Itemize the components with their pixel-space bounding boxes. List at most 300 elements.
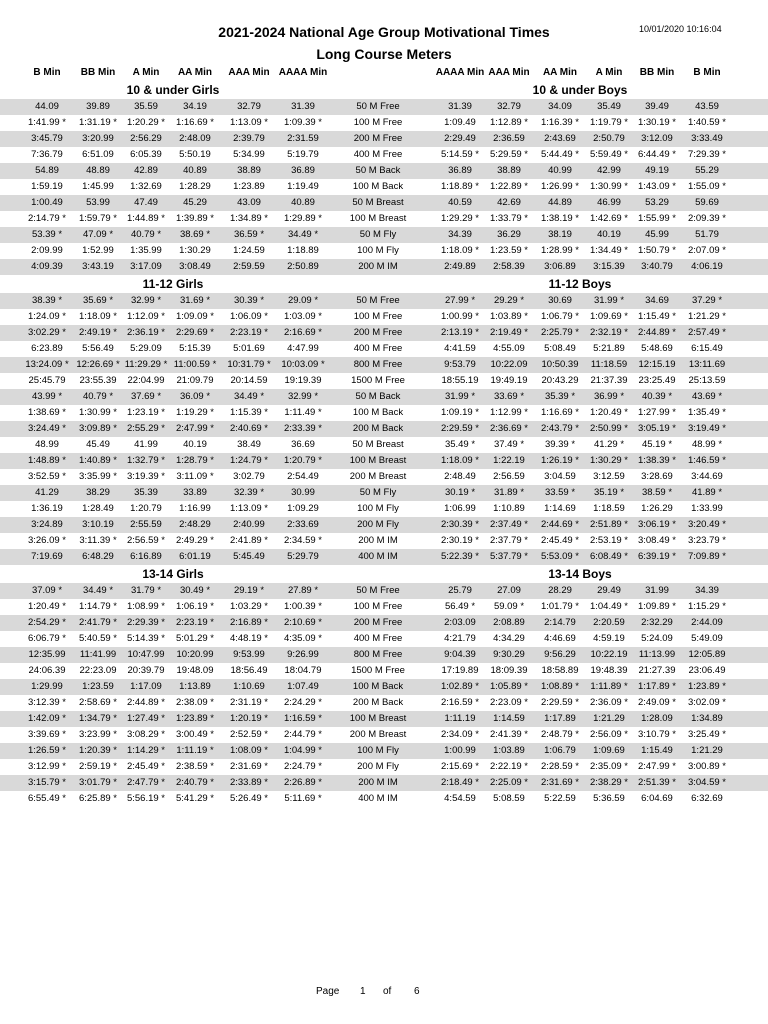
boys-time-cell: 2:38.29 * bbox=[589, 777, 629, 788]
boys-time-cell: 4:55.09 bbox=[493, 343, 525, 354]
girls-time-cell: 1:04.99 * bbox=[283, 745, 323, 756]
boys-time-cell: 1:42.69 * bbox=[589, 213, 629, 224]
boys-time-cell: 2:43.79 * bbox=[540, 423, 580, 434]
girls-time-cell: 13:24.09 * bbox=[25, 359, 69, 370]
girls-time-cell: 3:01.79 * bbox=[78, 777, 118, 788]
girls-time-cell: 1:20.29 * bbox=[126, 117, 166, 128]
boys-time-cell: 34.39 bbox=[695, 585, 719, 596]
girls-time-cell: 1:00.49 bbox=[31, 197, 63, 208]
event-name: 800 M Free bbox=[353, 359, 403, 370]
boys-time-cell: 5:44.49 * bbox=[540, 149, 580, 160]
girls-time-cell: 1:39.89 * bbox=[175, 213, 215, 224]
girls-time-cell: 43.99 * bbox=[31, 391, 63, 402]
girls-time-cell: 2:59.59 bbox=[233, 261, 265, 272]
boys-time-cell: 7:09.89 * bbox=[687, 551, 727, 562]
boys-time-cell: 2:41.39 * bbox=[489, 729, 529, 740]
girls-time-cell: 1:40.89 * bbox=[78, 455, 118, 466]
girls-time-cell: 11:29.29 * bbox=[124, 359, 168, 370]
boys-time-cell: 11:18.59 bbox=[590, 359, 628, 370]
boys-time-cell: 1:23.89 * bbox=[687, 681, 727, 692]
girls-time-cell: 54.89 bbox=[35, 165, 59, 176]
girls-time-cell: 43.09 bbox=[237, 197, 261, 208]
girls-time-cell: 35.39 bbox=[134, 487, 158, 498]
girls-time-cell: 31.69 * bbox=[179, 295, 211, 306]
girls-time-cell: 9:26.99 bbox=[287, 649, 319, 660]
girls-time-cell: 2:40.69 * bbox=[229, 423, 269, 434]
girls-time-cell: 2:39.79 bbox=[233, 133, 265, 144]
boys-column-header: B Min bbox=[693, 67, 721, 78]
table-row bbox=[0, 485, 768, 501]
girls-time-cell: 2:49.19 * bbox=[78, 327, 118, 338]
girls-time-cell: 1:26.59 * bbox=[27, 745, 67, 756]
girls-time-cell: 45.29 bbox=[183, 197, 207, 208]
girls-time-cell: 1:20.49 * bbox=[27, 601, 67, 612]
girls-time-cell: 19:48.09 bbox=[176, 665, 214, 676]
boys-time-cell: 2:32.19 * bbox=[589, 327, 629, 338]
girls-time-cell: 3:10.19 bbox=[82, 519, 114, 530]
girls-time-cell: 36.69 bbox=[291, 439, 315, 450]
table-row bbox=[0, 341, 768, 357]
boys-time-cell: 1:30.19 * bbox=[637, 117, 677, 128]
boys-time-cell: 40.19 bbox=[597, 229, 621, 240]
boys-time-cell: 2:20.59 bbox=[593, 617, 625, 628]
girls-time-cell: 5:26.49 * bbox=[229, 793, 269, 804]
boys-time-cell: 20:43.29 bbox=[541, 375, 579, 386]
girls-time-cell: 2:14.79 * bbox=[27, 213, 67, 224]
table-row bbox=[0, 99, 768, 115]
girls-time-cell: 1:20.79 * bbox=[283, 455, 323, 466]
girls-time-cell: 1:44.89 * bbox=[126, 213, 166, 224]
table-row bbox=[0, 711, 768, 727]
girls-time-cell: 29.19 * bbox=[233, 585, 265, 596]
boys-time-cell: 38.89 bbox=[497, 165, 521, 176]
boys-time-cell: 6:15.49 bbox=[691, 343, 723, 354]
girls-time-cell: 3:24.49 * bbox=[27, 423, 67, 434]
girls-time-cell: 1:13.09 * bbox=[229, 503, 269, 514]
event-name: 400 M Free bbox=[353, 149, 403, 160]
boys-time-cell: 1:11.89 * bbox=[590, 681, 628, 692]
boys-time-cell: 40.99 bbox=[548, 165, 572, 176]
boys-time-cell: 1:17.89 bbox=[544, 713, 576, 724]
boys-time-cell: 2:32.29 bbox=[641, 617, 673, 628]
boys-time-cell: 2:48.49 bbox=[444, 471, 476, 482]
boys-time-cell: 11:13.99 bbox=[638, 649, 676, 660]
boys-time-cell: 44.89 bbox=[548, 197, 572, 208]
event-name: 50 M Free bbox=[356, 295, 400, 306]
boys-time-cell: 3:44.69 bbox=[691, 471, 723, 482]
table-row bbox=[0, 227, 768, 243]
boys-time-cell: 41.89 * bbox=[691, 487, 723, 498]
girls-time-cell: 32.99 * bbox=[130, 295, 162, 306]
boys-time-cell: 1:16.69 * bbox=[540, 407, 580, 418]
event-name: 200 M Free bbox=[353, 617, 403, 628]
girls-time-cell: 1:14.29 * bbox=[126, 745, 166, 756]
girls-time-cell: 6:51.09 bbox=[82, 149, 114, 160]
boys-column-header: BB Min bbox=[639, 67, 675, 78]
girls-time-cell: 5:11.69 * bbox=[284, 793, 322, 804]
girls-time-cell: 1:09.29 bbox=[287, 503, 319, 514]
boys-time-cell: 2:50.99 * bbox=[589, 423, 629, 434]
table-row bbox=[0, 549, 768, 565]
girls-time-cell: 5:14.39 * bbox=[126, 633, 166, 644]
boys-time-cell: 2:29.49 bbox=[444, 133, 476, 144]
boys-time-cell: 43.69 * bbox=[691, 391, 723, 402]
girls-time-cell: 35.69 * bbox=[82, 295, 114, 306]
girls-time-cell: 2:49.29 * bbox=[175, 535, 215, 546]
girls-time-cell: 10:03.09 * bbox=[281, 359, 325, 370]
girls-time-cell: 40.89 bbox=[183, 165, 207, 176]
table-row bbox=[0, 389, 768, 405]
boys-time-cell: 3:15.39 bbox=[593, 261, 625, 272]
girls-time-cell: 12:26.69 * bbox=[76, 359, 120, 370]
girls-time-cell: 2:45.49 * bbox=[126, 761, 166, 772]
boys-time-cell: 31.99 bbox=[645, 585, 669, 596]
boys-time-cell: 33.59 * bbox=[544, 487, 576, 498]
boys-time-cell: 19:48.39 bbox=[590, 665, 628, 676]
girls-time-cell: 6:06.79 * bbox=[27, 633, 67, 644]
girls-time-cell: 1:23.89 bbox=[233, 181, 265, 192]
girls-time-cell: 40.89 bbox=[291, 197, 315, 208]
boys-time-cell: 2:13.19 * bbox=[440, 327, 480, 338]
boys-time-cell: 1:14.69 bbox=[544, 503, 576, 514]
boys-time-cell: 1:22.19 bbox=[493, 455, 525, 466]
table-row bbox=[0, 615, 768, 631]
boys-time-cell: 2:28.59 * bbox=[540, 761, 580, 772]
boys-time-cell: 2:19.49 * bbox=[489, 327, 529, 338]
table-row bbox=[0, 631, 768, 647]
girls-time-cell: 1:20.79 bbox=[130, 503, 162, 514]
boys-time-cell: 45.99 bbox=[645, 229, 669, 240]
girls-time-cell: 11:00.59 * bbox=[173, 359, 217, 370]
girls-time-cell: 38.69 * bbox=[179, 229, 211, 240]
girls-time-cell: 3:43.19 bbox=[82, 261, 114, 272]
boys-time-cell: 1:21.29 * bbox=[687, 311, 727, 322]
table-row bbox=[0, 599, 768, 615]
table-row bbox=[0, 727, 768, 743]
girls-time-cell: 6:16.89 bbox=[130, 551, 162, 562]
boys-time-cell: 5:29.59 * bbox=[489, 149, 529, 160]
girls-time-cell: 2:44.89 * bbox=[126, 697, 166, 708]
girls-time-cell: 4:09.39 bbox=[31, 261, 63, 272]
girls-time-cell: 2:33.89 * bbox=[229, 777, 269, 788]
boys-time-cell: 12:05.89 bbox=[688, 649, 726, 660]
girls-time-cell: 1:24.79 * bbox=[229, 455, 269, 466]
girls-time-cell: 1:24.59 bbox=[233, 245, 265, 256]
girls-time-cell: 2:24.79 * bbox=[283, 761, 323, 772]
boys-time-cell: 3:06.19 * bbox=[637, 519, 677, 530]
girls-time-cell: 41.29 bbox=[35, 487, 59, 498]
girls-time-cell: 40.79 * bbox=[130, 229, 162, 240]
girls-time-cell: 1:20.19 * bbox=[229, 713, 269, 724]
girls-time-cell: 1:09.39 * bbox=[283, 117, 323, 128]
girls-time-cell: 1:45.99 bbox=[82, 181, 114, 192]
boys-time-cell: 18:09.39 bbox=[490, 665, 528, 676]
girls-time-cell: 3:45.79 bbox=[31, 133, 63, 144]
page-title: 2021-2024 National Age Group Motivational Times bbox=[218, 24, 550, 40]
table-row bbox=[0, 195, 768, 211]
boys-time-cell: 3:12.59 bbox=[593, 471, 625, 482]
boys-time-cell: 6:08.49 * bbox=[589, 551, 629, 562]
boys-time-cell: 4:46.69 bbox=[544, 633, 576, 644]
girls-time-cell: 2:31.59 bbox=[287, 133, 319, 144]
girls-time-cell: 18:56.49 bbox=[230, 665, 268, 676]
boys-time-cell: 1:06.79 * bbox=[540, 311, 580, 322]
boys-time-cell: 3:28.69 bbox=[641, 471, 673, 482]
boys-time-cell: 48.99 * bbox=[691, 439, 723, 450]
boys-time-cell: 5:22.59 bbox=[544, 793, 576, 804]
boys-time-cell: 9:53.79 bbox=[444, 359, 476, 370]
table-row bbox=[0, 325, 768, 341]
event-name: 50 M Back bbox=[355, 391, 401, 402]
event-name: 200 M Fly bbox=[357, 761, 399, 772]
girls-time-cell: 1:19.49 bbox=[287, 181, 319, 192]
boys-time-cell: 2:36.69 * bbox=[489, 423, 529, 434]
boys-time-cell: 35.49 * bbox=[444, 439, 476, 450]
boys-time-cell: 1:10.89 bbox=[493, 503, 525, 514]
girls-time-cell: 1:03.29 * bbox=[229, 601, 269, 612]
girls-time-cell: 40.79 * bbox=[82, 391, 114, 402]
boys-time-cell: 35.49 bbox=[597, 101, 621, 112]
event-name: 200 M Breast bbox=[349, 471, 407, 482]
boys-time-cell: 12:15.19 bbox=[638, 359, 676, 370]
boys-time-cell: 4:59.19 bbox=[593, 633, 625, 644]
girls-time-cell: 20:14.59 bbox=[230, 375, 268, 386]
boys-time-cell: 1:19.79 * bbox=[589, 117, 629, 128]
boys-time-cell: 18:55.19 bbox=[441, 375, 479, 386]
girls-time-cell: 30.99 bbox=[291, 487, 315, 498]
girls-time-cell: 2:44.79 * bbox=[283, 729, 323, 740]
boys-time-cell: 1:06.79 bbox=[544, 745, 576, 756]
girls-time-cell: 1:11.19 * bbox=[176, 745, 214, 756]
boys-time-cell: 2:47.99 * bbox=[637, 761, 677, 772]
event-name: 200 M IM bbox=[358, 535, 398, 546]
boys-time-cell: 17:19.89 bbox=[441, 665, 479, 676]
girls-time-cell: 1:20.39 * bbox=[78, 745, 118, 756]
event-name: 100 M Free bbox=[353, 117, 403, 128]
boys-time-cell: 2:22.19 * bbox=[489, 761, 529, 772]
girls-time-cell: 6:05.39 bbox=[130, 149, 162, 160]
girls-time-cell: 1:23.59 bbox=[82, 681, 114, 692]
boys-time-cell: 2:36.09 * bbox=[589, 697, 629, 708]
boys-time-cell: 6:39.19 * bbox=[637, 551, 677, 562]
girls-time-cell: 1:29.99 bbox=[31, 681, 63, 692]
boys-time-cell: 1:22.89 * bbox=[489, 181, 529, 192]
girls-time-cell: 5:56.19 * bbox=[126, 793, 166, 804]
age-group-header bbox=[0, 565, 768, 583]
girls-time-cell: 1:31.19 * bbox=[78, 117, 118, 128]
event-name: 50 M Back bbox=[355, 165, 401, 176]
girls-time-cell: 1:35.99 bbox=[130, 245, 162, 256]
table-row bbox=[0, 243, 768, 259]
boys-time-cell: 1:18.09 * bbox=[440, 245, 480, 256]
girls-time-cell: 2:50.89 bbox=[287, 261, 319, 272]
table-row bbox=[0, 131, 768, 147]
table-row bbox=[0, 357, 768, 373]
girls-time-cell: 2:24.29 * bbox=[283, 697, 323, 708]
boys-time-cell: 3:04.59 * bbox=[687, 777, 727, 788]
event-name: 200 M Free bbox=[353, 327, 403, 338]
boys-time-cell: 4:41.59 bbox=[444, 343, 476, 354]
boys-time-cell: 2:57.49 * bbox=[687, 327, 727, 338]
girls-time-cell: 7:36.79 bbox=[31, 149, 63, 160]
boys-time-cell: 29.29 * bbox=[493, 295, 525, 306]
girls-time-cell: 33.89 bbox=[183, 487, 207, 498]
boys-time-cell: 43.59 bbox=[695, 101, 719, 112]
boys-time-cell: 1:21.29 bbox=[691, 745, 723, 756]
boys-time-cell: 29.49 bbox=[597, 585, 621, 596]
boys-time-cell: 1:29.29 * bbox=[440, 213, 480, 224]
boys-time-cell: 2:44.69 * bbox=[540, 519, 580, 530]
boys-time-cell: 49.19 bbox=[645, 165, 669, 176]
boys-time-cell: 3:04.59 bbox=[544, 471, 576, 482]
boys-time-cell: 35.39 * bbox=[544, 391, 576, 402]
boys-time-cell: 30.19 * bbox=[444, 487, 476, 498]
girls-time-cell: 47.09 * bbox=[82, 229, 114, 240]
girls-time-cell: 41.99 bbox=[134, 439, 158, 450]
boys-time-cell: 40.39 * bbox=[641, 391, 673, 402]
girls-time-cell: 35.59 bbox=[134, 101, 158, 112]
event-name: 200 M Breast bbox=[349, 729, 407, 740]
girls-time-cell: 1:38.69 * bbox=[27, 407, 67, 418]
girls-time-cell: 2:47.79 * bbox=[126, 777, 166, 788]
girls-time-cell: 3:19.39 * bbox=[126, 471, 166, 482]
boys-time-cell: 1:30.29 * bbox=[589, 455, 629, 466]
boys-time-cell: 1:06.99 bbox=[444, 503, 476, 514]
girls-time-cell: 2:38.59 * bbox=[175, 761, 215, 772]
girls-time-cell: 3:02.79 bbox=[233, 471, 265, 482]
girls-time-cell: 40.19 bbox=[183, 439, 207, 450]
girls-time-cell: 1:10.69 bbox=[233, 681, 265, 692]
boys-time-cell: 1:38.19 * bbox=[540, 213, 580, 224]
boys-time-cell: 1:20.49 * bbox=[589, 407, 629, 418]
boys-time-cell: 30.69 bbox=[548, 295, 572, 306]
boys-time-cell: 2:30.39 * bbox=[440, 519, 480, 530]
girls-time-cell: 1:07.49 bbox=[287, 681, 319, 692]
boys-time-cell: 2:25.09 * bbox=[489, 777, 529, 788]
girls-time-cell: 1:27.49 * bbox=[126, 713, 166, 724]
boys-time-cell: 34.69 bbox=[645, 295, 669, 306]
girls-time-cell: 5:41.29 * bbox=[175, 793, 215, 804]
table-row bbox=[0, 309, 768, 325]
girls-time-cell: 30.49 * bbox=[179, 585, 211, 596]
boys-time-cell: 5:53.09 * bbox=[540, 551, 580, 562]
girls-time-cell: 2:40.99 bbox=[233, 519, 265, 530]
boys-time-cell: 33.69 * bbox=[493, 391, 525, 402]
boys-time-cell: 1:23.59 * bbox=[489, 245, 529, 256]
boys-time-cell: 59.69 bbox=[695, 197, 719, 208]
girls-time-cell: 4:35.09 * bbox=[283, 633, 323, 644]
girls-time-cell: 1:18.89 bbox=[287, 245, 319, 256]
girls-time-cell: 34.49 * bbox=[233, 391, 265, 402]
boys-column-header: AAAA Min bbox=[435, 67, 485, 78]
boys-time-cell: 2:31.69 * bbox=[540, 777, 580, 788]
girls-time-cell: 1:36.19 bbox=[31, 503, 63, 514]
boys-time-cell: 31.99 * bbox=[593, 295, 625, 306]
table-row bbox=[0, 743, 768, 759]
girls-time-cell: 31.79 * bbox=[130, 585, 162, 596]
boys-time-cell: 37.49 * bbox=[493, 439, 525, 450]
girls-time-cell: 10:31.79 * bbox=[227, 359, 271, 370]
table-row bbox=[0, 163, 768, 179]
boys-time-cell: 3:19.49 * bbox=[687, 423, 727, 434]
boys-time-cell: 2:25.79 * bbox=[540, 327, 580, 338]
boys-time-cell: 38.59 * bbox=[641, 487, 673, 498]
boys-time-cell: 31.89 * bbox=[493, 487, 525, 498]
boys-time-cell: 2:36.59 bbox=[493, 133, 525, 144]
girls-time-cell: 1:16.59 * bbox=[283, 713, 323, 724]
boys-time-cell: 4:34.29 bbox=[493, 633, 525, 644]
boys-time-cell: 5:08.49 bbox=[544, 343, 576, 354]
boys-column-header: AAA Min bbox=[488, 67, 530, 78]
boys-time-cell: 59.09 * bbox=[493, 601, 525, 612]
boys-time-cell: 21:27.39 bbox=[638, 665, 676, 676]
event-name: 400 M Free bbox=[353, 633, 403, 644]
girls-time-cell: 1:34.79 * bbox=[78, 713, 118, 724]
girls-time-cell: 5:50.19 bbox=[179, 149, 211, 160]
event-name: 100 M Breast bbox=[349, 213, 407, 224]
boys-time-cell: 10:50.39 bbox=[541, 359, 579, 370]
girls-time-cell: 2:38.09 * bbox=[175, 697, 215, 708]
boys-time-cell: 36.99 * bbox=[593, 391, 625, 402]
boys-time-cell: 1:38.39 * bbox=[637, 455, 677, 466]
event-name: 100 M Free bbox=[353, 601, 403, 612]
boys-time-cell: 3:25.49 * bbox=[687, 729, 727, 740]
girls-time-cell: 18:04.79 bbox=[284, 665, 322, 676]
girls-time-cell: 6:01.19 bbox=[179, 551, 211, 562]
girls-time-cell: 1:16.69 * bbox=[175, 117, 215, 128]
boys-time-cell: 5:59.49 * bbox=[589, 149, 629, 160]
boys-time-cell: 3:20.49 * bbox=[687, 519, 727, 530]
girls-time-cell: 1:28.29 bbox=[179, 181, 211, 192]
girls-time-cell: 2:56.29 bbox=[130, 133, 162, 144]
boys-time-cell: 3:40.79 bbox=[641, 261, 673, 272]
boys-time-cell: 34.09 bbox=[548, 101, 572, 112]
boys-time-cell: 42.99 bbox=[597, 165, 621, 176]
girls-time-cell: 1:28.79 * bbox=[175, 455, 215, 466]
boys-time-cell: 45.19 * bbox=[641, 439, 673, 450]
girls-time-cell: 22:23.09 bbox=[79, 665, 117, 676]
girls-time-cell: 3:08.49 bbox=[179, 261, 211, 272]
table-row bbox=[0, 437, 768, 453]
girls-column-header: AAAA Min bbox=[278, 67, 328, 78]
boys-time-cell: 13:11.69 bbox=[688, 359, 726, 370]
boys-time-cell: 1:09.49 bbox=[444, 117, 476, 128]
event-name: 50 M Breast bbox=[352, 439, 404, 450]
girls-time-cell: 44.09 bbox=[35, 101, 59, 112]
girls-time-cell: 36.09 * bbox=[179, 391, 211, 402]
boys-time-cell: 4:54.59 bbox=[444, 793, 476, 804]
boys-time-cell: 39.39 * bbox=[544, 439, 576, 450]
table-row bbox=[0, 115, 768, 131]
girls-time-cell: 6:23.89 bbox=[31, 343, 63, 354]
girls-time-cell: 32.39 * bbox=[233, 487, 265, 498]
boys-time-cell: 23:06.49 bbox=[688, 665, 726, 676]
boys-time-cell: 2:44.89 * bbox=[637, 327, 677, 338]
boys-time-cell: 5:24.09 bbox=[641, 633, 673, 644]
girls-column-header: AAA Min bbox=[228, 67, 270, 78]
boys-time-cell: 1:16.39 * bbox=[540, 117, 580, 128]
boys-time-cell: 28.29 bbox=[548, 585, 572, 596]
print-timestamp: 10/01/2020 10:16:04 bbox=[639, 24, 722, 34]
boys-time-cell: 55.29 bbox=[695, 165, 719, 176]
event-name: 200 M Free bbox=[353, 133, 403, 144]
table-row bbox=[0, 517, 768, 533]
girls-time-cell: 32.79 bbox=[237, 101, 261, 112]
boys-time-cell: 2:08.89 bbox=[493, 617, 525, 628]
table-row bbox=[0, 293, 768, 309]
girls-time-cell: 38.49 bbox=[237, 439, 261, 450]
boys-time-cell: 25.79 bbox=[448, 585, 472, 596]
